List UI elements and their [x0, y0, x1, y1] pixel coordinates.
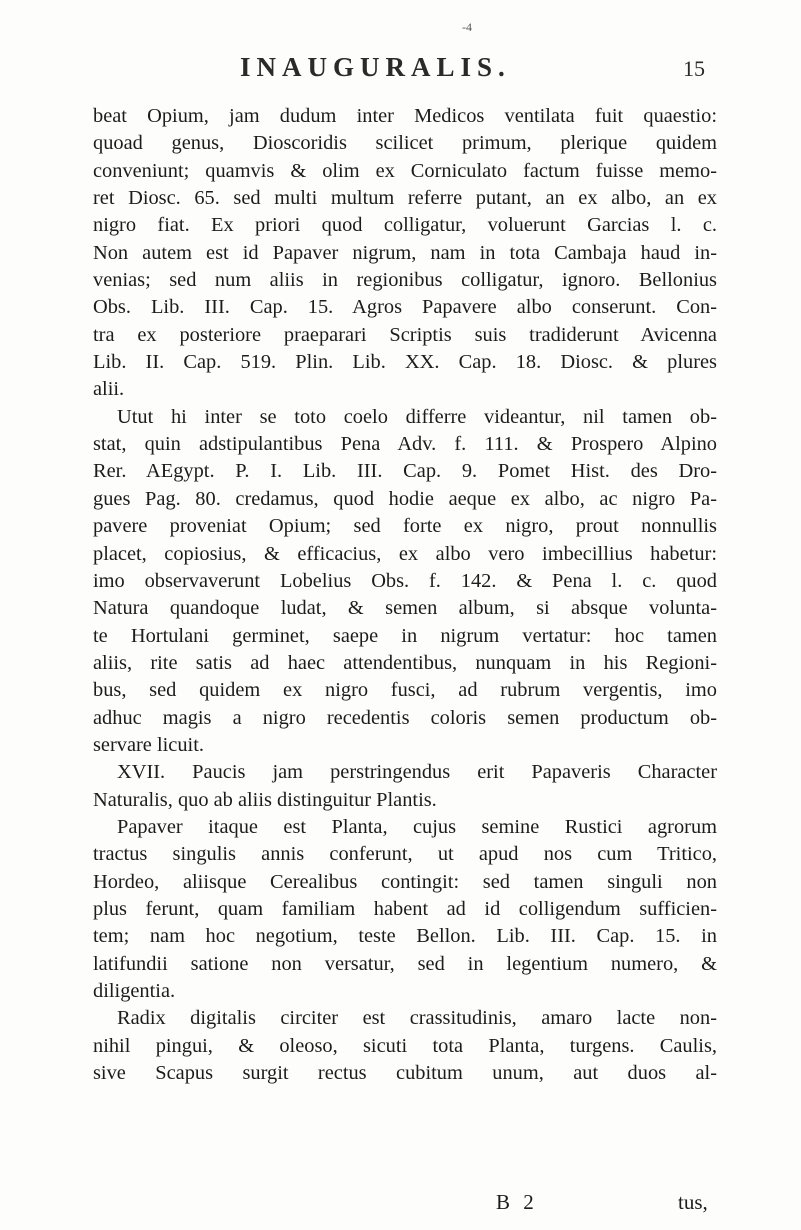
text-line: beat Opium, jam dudum inter Medicos ventilata fuit quaestio: — [93, 105, 717, 127]
text-line: plus ferunt, quam familiam habent ad id colligendum sufficien- — [93, 897, 717, 920]
text-line: ret Diosc. 65. sed multi multum referre putant, an ex albo, an ex — [93, 187, 717, 210]
text-line: Obs. Lib. III. Cap. 15. Agros Papavere albo conserunt. Con- — [93, 296, 717, 319]
text-line: Rer. AEgypt. P. I. Lib. III. Cap. 9. Pomet Hist. des Dro- — [93, 460, 717, 483]
text-line: tem; nam hoc negotium, teste Bellon. Lib. III. Cap. 15. in — [93, 925, 717, 948]
text-line: servare licuit. — [93, 733, 204, 756]
text-line: gues Pag. 80. credamus, quod hodie aeque ex albo, ac nigro Pa- — [93, 487, 717, 510]
text-line: Radix digitalis circiter est crassitudinis, amaro lacte non- — [117, 1007, 717, 1030]
text-line: Naturalis, quo ab aliis distinguitur Plantis. — [93, 788, 437, 811]
text-line: venias; sed num aliis in regionibus colligatur, ignoro. Bellonius — [93, 269, 717, 292]
body-text — [93, 103, 717, 1087]
text-line: latifundii satione non versatur, sed in legentium numero, & — [93, 952, 717, 975]
text-line: Natura quandoque ludat, & semen album, si absque volunta- — [93, 597, 717, 620]
text-line: Lib. II. Cap. 519. Plin. Lib. XX. Cap. 18. Diosc. & plures — [93, 351, 717, 374]
text-line: Utut hi inter se toto coelo differre videantur, nil tamen ob- — [117, 405, 717, 428]
text-line: Hordeo, aliisque Cerealibus contingit: sed tamen singuli non — [93, 870, 717, 893]
corner-mark: -4 — [462, 20, 472, 34]
text-line: diligentia. — [93, 980, 176, 1002]
text-line: imo observaverunt Lobelius Obs. f. 142. & Pena l. c. quod — [93, 569, 717, 592]
text-line: pavere proveniat Opium; sed forte ex nigro, prout nonnullis — [93, 515, 717, 538]
text-line: alii. — [93, 378, 125, 401]
text-line: Papaver itaque est Planta, cujus semine Rustici agrorum — [117, 815, 717, 838]
text-line: stat, quin adstipulantibus Pena Adv. f. 111. & Prospero Alpino — [93, 433, 717, 456]
text-line: aliis, rite satis ad haec attendentibus, nunquam in his Regioni- — [93, 651, 717, 674]
text-line: quoad genus, Dioscoridis scilicet primum, plerique quidem — [93, 132, 717, 155]
text-line: tra ex posteriore praeparari Scriptis suis tradiderunt Avicenna — [93, 323, 717, 346]
catchword: tus, — [678, 1190, 708, 1214]
text-line: placet, copiosius, & efficacius, ex albo vero imbecillius habetur: — [93, 542, 717, 565]
page-number: 15 — [683, 56, 705, 81]
text-line: XVII. Paucis jam perstringendus erit Papaveris Character — [117, 761, 717, 784]
text-line: te Hortulani germinet, saepe in nigrum vertatur: hoc tamen — [93, 624, 717, 647]
text-line: tractus singulis annis conferunt, ut apud nos cum Tritico, — [93, 843, 717, 866]
signature-mark: B 2 — [496, 1190, 538, 1214]
text-line: nihil pingui, & oleoso, sicuti tota Planta, turgens. Caulis, — [93, 1034, 717, 1057]
text-line: conveniunt; quamvis & olim ex Corniculato factum fuisse memo- — [93, 159, 717, 182]
text-line: nigro fiat. Ex priori quod colligatur, voluerunt Garcias l. c. — [93, 214, 717, 237]
running-head: INAUGURALIS. — [240, 52, 511, 82]
text-line: Non autem est id Papaver nigrum, nam in tota Cambaja haud in- — [93, 241, 717, 264]
text-line: bus, sed quidem ex nigro fusci, ad rubrum vergentis, imo — [93, 679, 717, 702]
text-line: adhuc magis a nigro recedentis coloris semen productum ob- — [93, 706, 717, 729]
text-line: sive Scapus surgit rectus cubitum unum, aut duos al- — [93, 1062, 717, 1085]
